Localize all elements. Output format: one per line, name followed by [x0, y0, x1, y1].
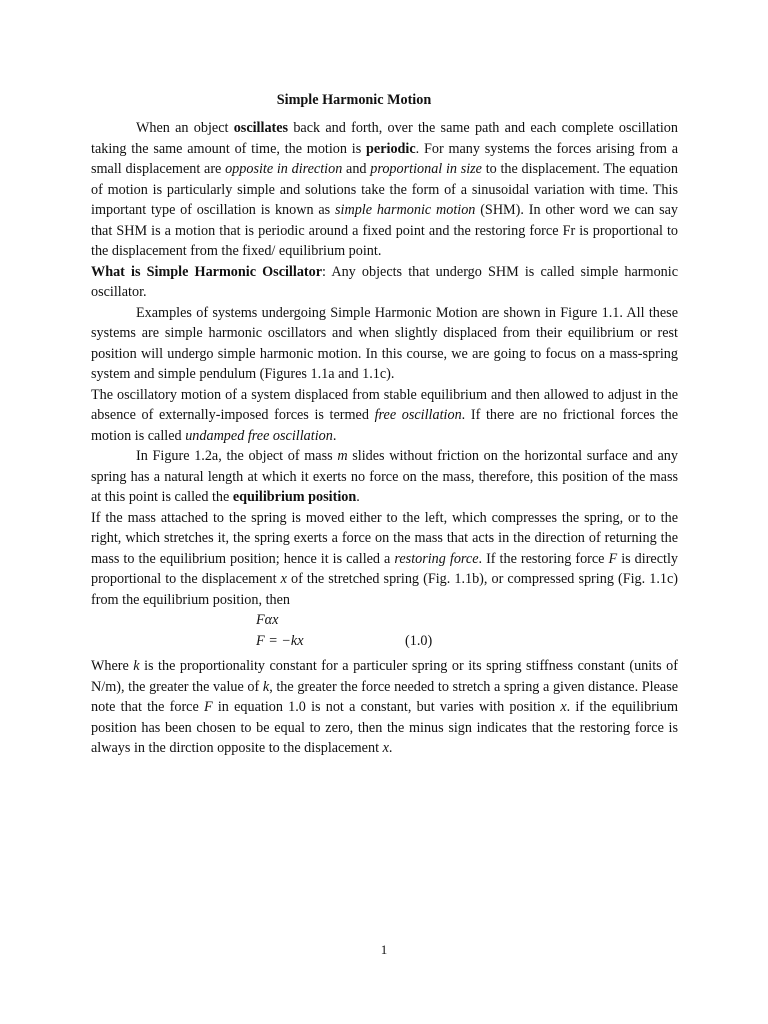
text-run: When an object — [136, 120, 234, 136]
variable-k: k — [262, 678, 270, 695]
equation-f-alpha-x: Fαx — [256, 612, 279, 628]
text-run: to the displacement. The equation of motion is particularly simple and solutions take the form of a sinusoidal variation with time. This important type of oscillation is known as — [91, 161, 678, 218]
text-run: In Figure 1.2a, the object of mass — [136, 448, 338, 464]
document-body — [91, 118, 678, 759]
paragraph-examples: Examples of systems undergoing Simple Harmonic Motion are shown in Figure 1.1. All these systems are simple harmonic oscillators and when slightly displaced from their equilibrium or rest position will undergo simple harmonic motion. In this course, we are going to focus on a mass-spring system and simple pendulum (Figures 1.1a and 1.1c). — [91, 304, 678, 382]
variable-f: F — [608, 550, 618, 567]
text-run: . if the equilibrium position has been chosen to be equal to zero, then the minus sign indicates that the restoring force is always in the dirction opposite to the displacement — [91, 699, 679, 756]
text-run: of the stretched spring (Fig. 1.1b), or compressed spring (Fig. 1.1c) from the equilibrium position, then — [91, 571, 678, 608]
text-run: The oscillatory motion of a system displaced from stable equilibrium and then allowed to adjust in the absence of externally-imposed forces is termed — [91, 386, 678, 423]
text-run: : Any objects that undergo SHM is called simple harmonic oscillator. — [91, 263, 678, 300]
text-run: in equation 1.0 is not a constant, but varies with position — [212, 699, 561, 715]
text-run: and — [342, 161, 371, 177]
text-run: . — [332, 427, 337, 444]
text-run: Where — [91, 658, 134, 674]
text-run: . If the restoring force — [478, 550, 609, 567]
equation-number: (1.0) — [405, 633, 433, 649]
variable-x: x — [560, 699, 567, 715]
text-run: , the greater the force needed to stretch a spring a given distance. Please note that the force — [91, 678, 679, 715]
paragraph-restoring-force — [91, 508, 678, 611]
variable-x: x — [382, 740, 389, 756]
variable-m: m — [337, 448, 348, 464]
emphasis-free-oscillation: free oscillation — [374, 407, 462, 423]
emphasis-shm: simple harmonic motion — [334, 202, 476, 218]
page-number: 1 — [380, 942, 388, 957]
text-run: If the mass attached to the spring is moved either to the left, which compresses the spring, or to the right, which stretches it, the spring exerts a force on the mass that acts in the direction of returning the mass to the equilibrium position; hence it is called a — [91, 509, 678, 567]
paragraph-spring-constant — [91, 656, 678, 759]
text-run: is the proportionality constant for a particuler spring or its spring stiffness constant (units of N/m), the greater the value of — [91, 658, 678, 695]
emphasis-opposite-direction: opposite in direction — [225, 161, 343, 177]
paragraph-equilibrium — [91, 446, 678, 508]
equation-f-minus-kx: F = −kx — [256, 633, 304, 649]
text-run: . If there are no frictional forces the motion is called — [91, 407, 678, 444]
equation-hooke — [91, 631, 678, 652]
text-run: (SHM). In other word we can say that SHM is a motion that is periodic around a fixed point and the restoring force Fr is proportional to the displacement from the fixed/ equilibrium point. — [91, 202, 678, 259]
text-run: slides without friction on the horizontal surface and any spring has a natural length at which it exerts no force on the mass, therefore, this position of the mass at this point is called the — [91, 448, 678, 505]
emphasis-restoring-force: restoring force — [394, 550, 479, 567]
text-run: is directly proportional to the displacement — [91, 550, 678, 587]
variable-x: x — [280, 571, 287, 587]
text-run: . — [356, 489, 360, 505]
paragraph-free-oscillation — [91, 385, 678, 447]
heading-what-is-oscillator: What is Simple Harmonic Oscillator — [91, 263, 323, 280]
text-run: . — [388, 740, 393, 756]
page-title: Simple Harmonic Motion — [276, 92, 432, 108]
term-oscillates: oscillates — [233, 120, 289, 136]
paragraph-intro — [91, 118, 678, 262]
variable-f: F — [203, 699, 213, 715]
emphasis-proportional-size: proportional in size — [370, 161, 482, 177]
term-equilibrium-position: equilibrium position — [232, 489, 357, 505]
emphasis-undamped: undamped free oscillation — [185, 427, 333, 444]
term-periodic: periodic — [366, 140, 416, 157]
text-run: . For many systems the forces arising from a small displacement are — [91, 140, 679, 177]
variable-k: k — [133, 658, 140, 674]
text-run: back and forth, over the same path and each complete oscillation taking the same amount of time, the motion is — [91, 120, 678, 157]
paragraph-oscillator-definition — [91, 262, 678, 303]
equation-proportional — [91, 610, 678, 631]
